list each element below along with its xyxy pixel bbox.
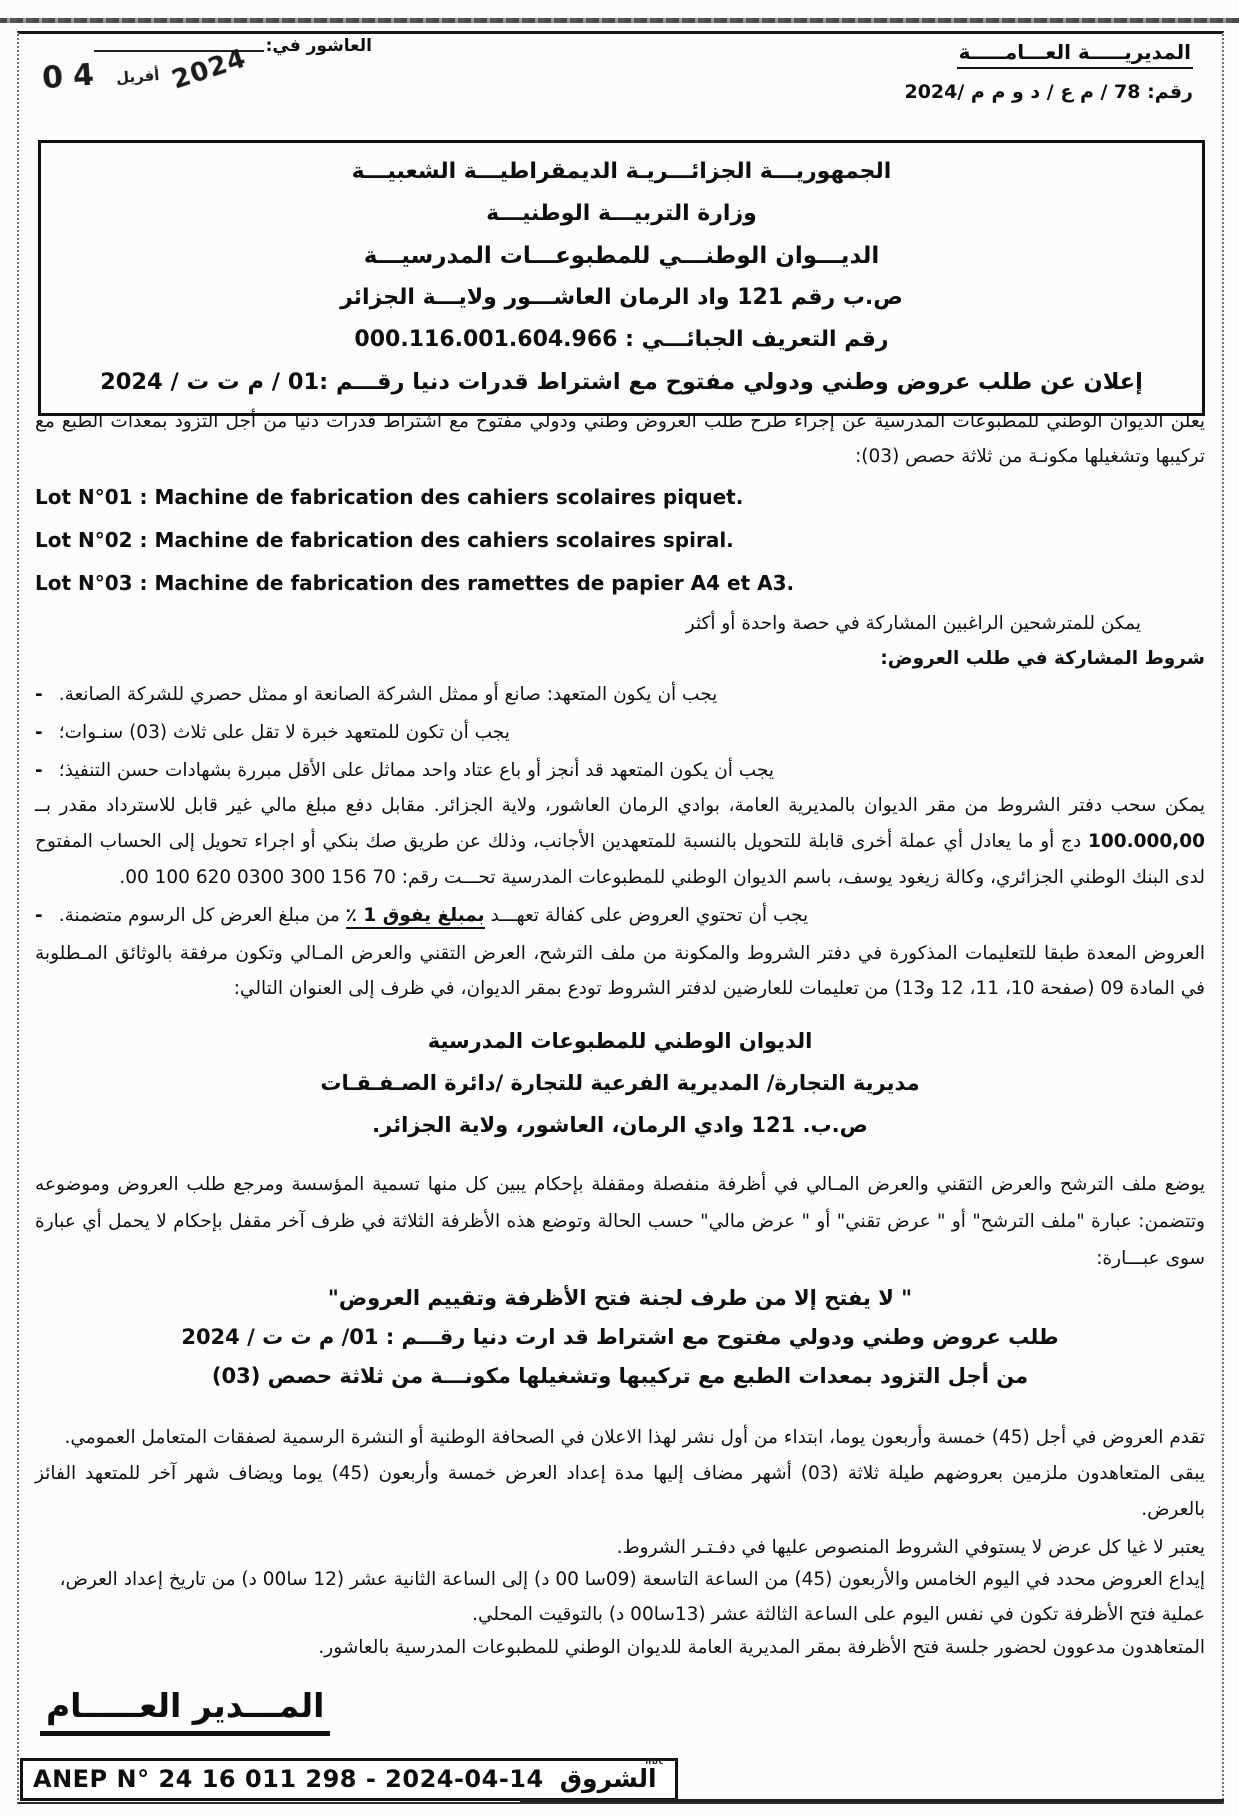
envelopes-paragraph: يوضع ملف الترشح والعرض التقني والعرض المـالي في أظرفة منفصلة ومقفلة بإحكام يبين كل منها تسمية المؤسسة ومرجع طلب العروض وموضوعه وتتضمن: عبارة "ملف الترشح" أو " عرض تقني" أو " عرض مالي" حسب الحالة وتوضع هذه الأظرفة الثلاثة في ظرف آخر مقفل بإحكام لا يحمل أي عبارة سوى عبـــارة:	[35, 1174, 1205, 1269]
bond-text-post: من مبلغ العرض كل الرسوم متضمنة.	[58, 905, 346, 926]
bond-row	[35, 898, 1205, 933]
tax-id-line: رقم التعريف الجبائـــي : 000.116.001.604.966	[354, 327, 889, 352]
lots-list	[35, 476, 1205, 605]
announcement-title: إعلان عن طلب عروض وطني ودولي مفتوح مع اشتراط قدرات دنيا رقـــم :01 / م ت ت / 2024	[100, 369, 1143, 395]
letterhead-box	[38, 140, 1205, 416]
address-directorate: مديرية التجارة/ المديرية الفرعية للتجارة /دائرة الصـفـقـات	[320, 1071, 920, 1095]
condition-item-1	[35, 676, 1205, 714]
withdrawal-text-3: .	[119, 867, 126, 888]
bullet-dash-icon: -	[35, 760, 43, 781]
office-address: ص.ب رقم 121 واد الرمان العاشـــور ولايـــة الجزائر	[340, 285, 903, 310]
lot-item-3: Lot N°03 : Machine de fabrication des ramettes de papier A4 et A3.	[35, 571, 795, 595]
validity-paragraph: يبقى المتعاهدون ملزمين بعروضهم طيلة ثلاثة (03) أشهر مضاف إليها مدة إعداد العرض خمسة وأربعون (45) يوما ويضاف شهر آخر للمتعهد الفائز بالعرض.	[35, 1463, 1205, 1520]
stamp-month: أفريل	[115, 66, 160, 87]
bullet-dash-icon: -	[35, 722, 43, 743]
reference-number: رقم: 78 / م ع / د و م م /2024	[904, 81, 1193, 103]
achour-date-label: العاشور في:	[265, 36, 372, 56]
director-signature: المـــدير العـــــام	[40, 1686, 330, 1736]
intro-paragraph: يعلن الديوان الوطني للمطبوعات المدرسية عن إجراء طرح طلب العروض وطني ودولي مفتوح مع اشتراط قدرات دنيا من أجل التزود بمعدات الطبع مع تركيبها وتشغيلها مكونـة من ثلاثة حصص (03):	[35, 411, 1205, 467]
anep-footer-box	[20, 1758, 678, 1801]
echorouk-name: الشروق	[559, 1764, 657, 1793]
condition-text: يجب أن يكون المتعهد قد أنجز أو باع عتاد واحد مماثل على الأقل مبررة بشهادات حسن التنفيذ؛	[58, 760, 775, 781]
submission-address-block	[35, 1020, 1205, 1146]
bond-bullet	[35, 898, 1205, 933]
condition-item-2	[35, 714, 1205, 752]
lot-item-2: Lot N°02 : Machine de fabrication des cahiers scolaires spiral.	[35, 528, 734, 552]
deadline-paragraph: تقدم العروض في أجل (45) خمسة وأربعون يوما، ابتداء من أول نشر لهذا الاعلان في الصحافة الوطنية أو النشرة الرسمية لصفقات المتعامل العمومي.	[64, 1427, 1205, 1448]
top-right-header	[904, 40, 1193, 103]
fee-amount: 100.000,00	[1087, 831, 1205, 852]
withdrawal-text-1: يمكن سحب دفتر الشروط من مقر الديوان بالمديرية العامة، بوادي الرمان العاشور، ولاية الجزائر. مقابل دفع مبلغ مالي غير قابل للاسترداد مقدر بــ	[35, 795, 1205, 816]
withdrawal-paragraph	[35, 788, 1205, 896]
stamp-year: 2024	[168, 43, 251, 96]
invitation-line: المتعاهدون مدعوون لحضور جلسة فتح الأظرفة بمقر المديرية العامة للديوان الوطني للمطبوعات المدرسية بالعاشور.	[318, 1637, 1205, 1658]
tender-reference-line1: طلب عروض وطني ودولي مفتوح مع اشتراط قد ارت دنيا رقـــم : 01/ م ت ت / 2024	[181, 1325, 1059, 1349]
date-stamp	[41, 43, 251, 97]
ministry-title: وزارة التربيـــة الوطنيـــة	[486, 201, 757, 226]
general-directorate-label: المديريـــــة العـــامـــــة	[957, 40, 1193, 69]
top-left-header	[42, 36, 372, 116]
bond-text-pre: يجب أن تحتوي العروض على كفالة تعهـــد	[484, 905, 809, 926]
echorouk-logo	[559, 1757, 665, 1793]
stamp-day: 04	[41, 56, 106, 97]
conditions-list	[35, 676, 1205, 790]
withdrawal-text-2: دج أو ما يعادل أي عملة أخرى قابلة للتحويل بالنسبة للمتعهدين الأجانب، وذلك عن طريق صك بنكي أو اجراء تحويل إلى الحساب المفتوح لدى البنك الوطني الجزائري، وكالة زيغود يوسف، باسم الديوان الوطني للمطبوعات المدرسية تحـــت رقم:	[35, 831, 1205, 888]
opening-time-line: عملية فتح الأظرفة تكون في نفس اليوم على الساعة الثالثة عشر (13سا00 د) بالتوقيت المحلي.	[472, 1604, 1205, 1625]
bond-amount-emphasis: بمبلغ يفوق 1 ٪	[346, 905, 485, 929]
prepared-offers-paragraph: العروض المعدة طبقا للتعليمات المذكورة في دفتر الشروط والمكونة من ملف الترشح، العرض التقني والعرض المـالي وتكون مرفقة بالوثائق المـطلوبة في المادة 09 (صفحة 10، 11، 12 و13) من تعليمات للعارضين لدفتر الشروط تودع بمقر الديوان، في ظرف إلى العنوان التالي:	[35, 943, 1205, 999]
anep-number: ANEP N° 24 16 011 298 - 2024-04-14	[33, 1764, 544, 1793]
lot-item-1: Lot N°01 : Machine de fabrication des cahiers scolaires piquet.	[35, 485, 744, 509]
scan-top-band	[0, 18, 1239, 23]
tender-reference-line2: من أجل التزود بمعدات الطبع مع تركيبها وتشغيلها مكونـــة من ثلاثة حصص (03)	[211, 1364, 1029, 1388]
bank-account-number: 00 100 620 0300 300 156 70	[125, 867, 396, 888]
participation-note: يمكن للمترشحين الراغبين المشاركة في حصة واحدة أو أكثر	[685, 613, 1141, 634]
address-po-box: ص.ب. 121 وادي الرمان، العاشور، ولاية الجزائر.	[372, 1113, 868, 1137]
bullet-dash-icon: -	[35, 905, 43, 926]
nullity-line: يعتبر لا غيا كل عرض لا يستوفي الشروط المنصوص عليها في دفـتـر الشروط.	[616, 1537, 1205, 1558]
address-office-name: الديوان الوطني للمطبوعات المدرسية	[427, 1029, 813, 1053]
bullet-dash-icon: -	[35, 684, 43, 705]
condition-text: يجب أن يكون المتعهد: صانع أو ممثل الشركة الصانعة او ممثل حصري للشركة الصانعة.	[58, 684, 718, 705]
condition-item-3	[35, 752, 1205, 790]
open-only-notice: " لا يفتح إلا من طرف لجنة فتح الأظرفة وتقييم العروض"	[327, 1286, 913, 1310]
republic-title: الجمهوريـــة الجزائـــريـة الديمقراطيـــة الشعبيـــة	[351, 159, 892, 184]
conditions-title: شروط المشاركة في طلب العروض:	[880, 648, 1205, 669]
submission-time-line: إيداع العروض محدد في اليوم الخامس والأربعون (45) من الساعة التاسعة (09سا 00 د) إلى الساعة الثانية عشر (12 سا00 د) من تاريخ إعداد العرض،	[59, 1569, 1205, 1590]
condition-text: يجب أن تكون للمتعهد خبرة لا تقل على ثلاث (03) سنـوات؛	[58, 722, 510, 743]
bottom-border-line	[520, 1799, 1224, 1802]
echorouk-logo-mark: nbc	[645, 1757, 665, 1766]
office-title: الديـــوان الوطنـــي للمطبوعـــات المدرسيـــة	[363, 243, 880, 269]
bond-text	[59, 898, 809, 933]
